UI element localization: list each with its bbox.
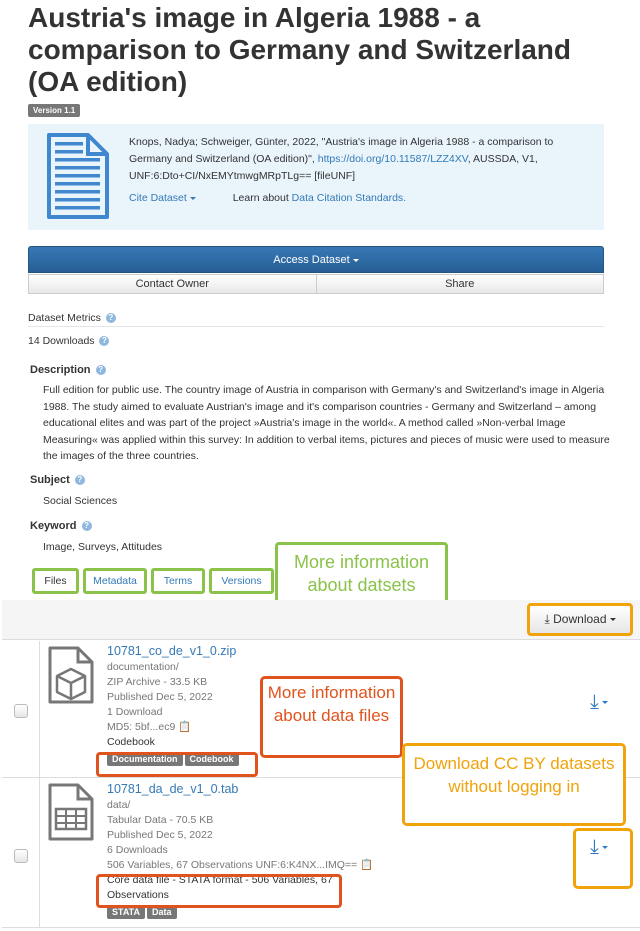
tab-metadata[interactable]: Metadata [83, 568, 147, 594]
file-tag: Codebook [185, 752, 239, 766]
copy-icon[interactable]: 📋 [178, 721, 192, 733]
tab-terms[interactable]: Terms [151, 568, 205, 594]
copy-icon[interactable]: 📋 [360, 859, 374, 871]
caret-down-icon [353, 259, 359, 262]
contact-owner-button[interactable]: Contact Owner [28, 274, 317, 294]
access-dataset-button[interactable]: Access Dataset [28, 246, 604, 273]
download-all-button[interactable]: ⤓ Download [527, 603, 633, 636]
annotation-download-highlight [573, 828, 633, 889]
help-icon[interactable]: ? [99, 336, 109, 346]
doi-link[interactable]: https://doi.org/10.11587/LZZ4XV [317, 153, 468, 165]
document-icon [46, 132, 110, 220]
description-text: Full edition for public use. The country image of Austria in comparison with Germany's and Switzerland's image in Algeria 1988. The study aimed to evaluate Austrian's image and it's comparison countries - Germany and Switzerland – among educational elites and was part of the project »Austria's image in the world«. A method called »Non-verbal Image Measuring« was applied within this survey: In addition to verbal items, pictures and pieces of music were used to measure the images of the three countries. [43, 384, 610, 462]
page-title: Austria's image in Algeria 1988 - a comparison to Germany and Switzerland (OA edition) [28, 2, 572, 97]
file-select-checkbox[interactable] [14, 704, 28, 718]
file-name-link[interactable]: 10781_co_de_v1_0.zip [107, 644, 237, 658]
citation-text: Knops, Nadya; Schweiger, Günter, 2022, "Austria's image in Algeria 1988 - a comparison to Germany and Switzerland (OA edition)", https://doi.org/10.11587/LZZ4XV, AUSSDA, V1, UNF:6:Dto+CI/NxEMYtmwgMRpTLg== [fileUNF] [129, 136, 554, 182]
caret-down-icon [602, 701, 608, 704]
keyword-value: Image, Surveys, Attitudes [43, 541, 163, 553]
citation-box [28, 124, 604, 230]
file-info: 10781_da_de_v1_0.tab data/ Tabular Data - 70.5 KB Published Dec 5, 2022 6 Downloads 506 Variables, 67 Observations UNF:6:K4NX...IMQ== 📋 Core data file - STATA format - 506 Variables, 67 Observations STATA Data [107, 782, 374, 917]
annotation-datasets-info: More information about datsets [275, 542, 448, 607]
cite-dataset-dropdown[interactable]: Cite Dataset [129, 192, 196, 204]
download-icon: ⤓ [590, 691, 599, 713]
download-icon: ⤓ [590, 836, 599, 858]
zip-file-icon [48, 646, 94, 704]
subject-value: Social Sciences [43, 495, 118, 507]
help-icon[interactable]: ? [82, 521, 92, 531]
downloads-count: 14 Downloads ? [28, 335, 109, 347]
file-name-link[interactable]: 10781_da_de_v1_0.tab [107, 782, 239, 796]
version-badge: Version 1.1 [28, 104, 80, 117]
dataset-metrics-label: Dataset Metrics ? [28, 312, 116, 324]
download-icon: ⤓ [544, 612, 550, 626]
divider [28, 326, 604, 327]
help-icon[interactable]: ? [75, 475, 85, 485]
learn-about-text: Learn about Data Citation Standards. [232, 192, 407, 204]
help-icon[interactable]: ? [96, 365, 106, 375]
file-info: 10781_co_de_v1_0.zip documentation/ ZIP Archive - 33.5 KB Published Dec 5, 2022 1 Download MD5: 5bf...ec9 📋 Codebook Documentation Codebook [107, 643, 241, 767]
annotation-files-info: More information about data files [260, 676, 403, 758]
data-citation-standards-link[interactable]: Data Citation Standards. [291, 192, 407, 204]
file-tag: Documentation [107, 752, 183, 766]
description-label: Description ? [30, 364, 106, 376]
keyword-label: Keyword ? [30, 520, 92, 532]
annotation-download-info: Download CC BY datasets without logging in [402, 743, 626, 826]
help-icon[interactable]: ? [106, 313, 116, 323]
file-select-checkbox[interactable] [14, 849, 28, 863]
subject-label: Subject ? [30, 474, 85, 486]
caret-down-icon [190, 197, 196, 200]
caret-down-icon [610, 618, 616, 621]
annotation-tags-highlight [96, 752, 258, 777]
tab-versions[interactable]: Versions [209, 568, 274, 594]
annotation-description-highlight [96, 874, 342, 908]
share-button[interactable]: Share [317, 274, 605, 294]
file-tag: STATA [107, 905, 145, 919]
file-download-button[interactable] [590, 691, 608, 714]
file-tag: Data [147, 905, 177, 919]
tabular-file-icon [48, 783, 94, 841]
tab-files[interactable]: Files [32, 568, 79, 594]
